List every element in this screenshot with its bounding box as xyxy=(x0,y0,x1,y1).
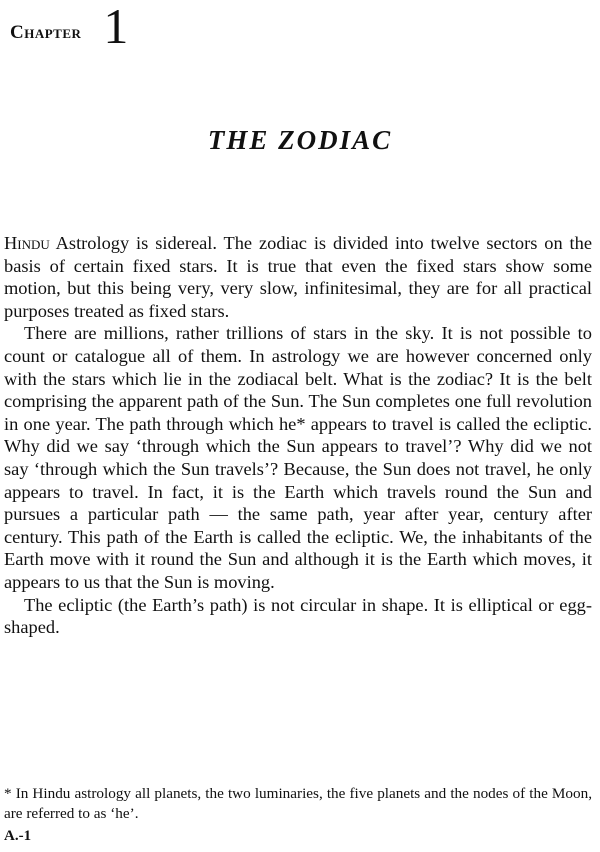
chapter-number: 1 xyxy=(103,0,129,54)
paragraph-lead-word: Hindu xyxy=(4,233,50,253)
chapter-label: Chapter xyxy=(10,22,82,43)
body-text xyxy=(4,232,592,639)
paragraph xyxy=(4,232,592,322)
paragraph-text: Astrology is sidereal. The zodiac is divided into twelve sectors on the basis of certain fixed stars. It is true that even the fixed stars show some motion, but this being very, very slow, infinitesimal, they are for all practical purposes treated as fixed stars. xyxy=(4,233,592,321)
paragraph: The ecliptic (the Earth’s path) is not circular in shape. It is elliptical or egg-shaped. xyxy=(4,594,592,638)
chapter-heading xyxy=(10,0,129,54)
footnote xyxy=(4,784,592,824)
footnote-text: * In Hindu astrology all planets, the two luminaries, the five planets and the nodes of the Moon, are referred to as ‘he’. xyxy=(4,785,592,822)
page-folio: A.-1 xyxy=(4,828,32,844)
chapter-title: THE ZODIAC xyxy=(207,125,393,155)
paragraph: There are millions, rather trillions of stars in the sky. It is not possible to count or catalogue all of them. In astrology we are however concerned only with the stars which lie in the zodiacal belt. What is the zodiac? It is the belt comprising the apparent path of the Sun. The Sun completes one full revolution in one year. The path through which he* appears to travel is called the ecliptic. Why did we say ‘through which the Sun appears to travel’? Why did we not say ‘through which the Sun travels’? Because, the Sun does not travel, he only appears to travel. In fact, it is the Earth which travels round the Sun and pursues a particular path — the same path, year after year, century after century. This path of the Earth is called the ecliptic. We, the inhabitants of the Earth move with it round the Sun and although it is the Earth which moves, it appears to us that the Sun is moving. xyxy=(4,323,592,592)
